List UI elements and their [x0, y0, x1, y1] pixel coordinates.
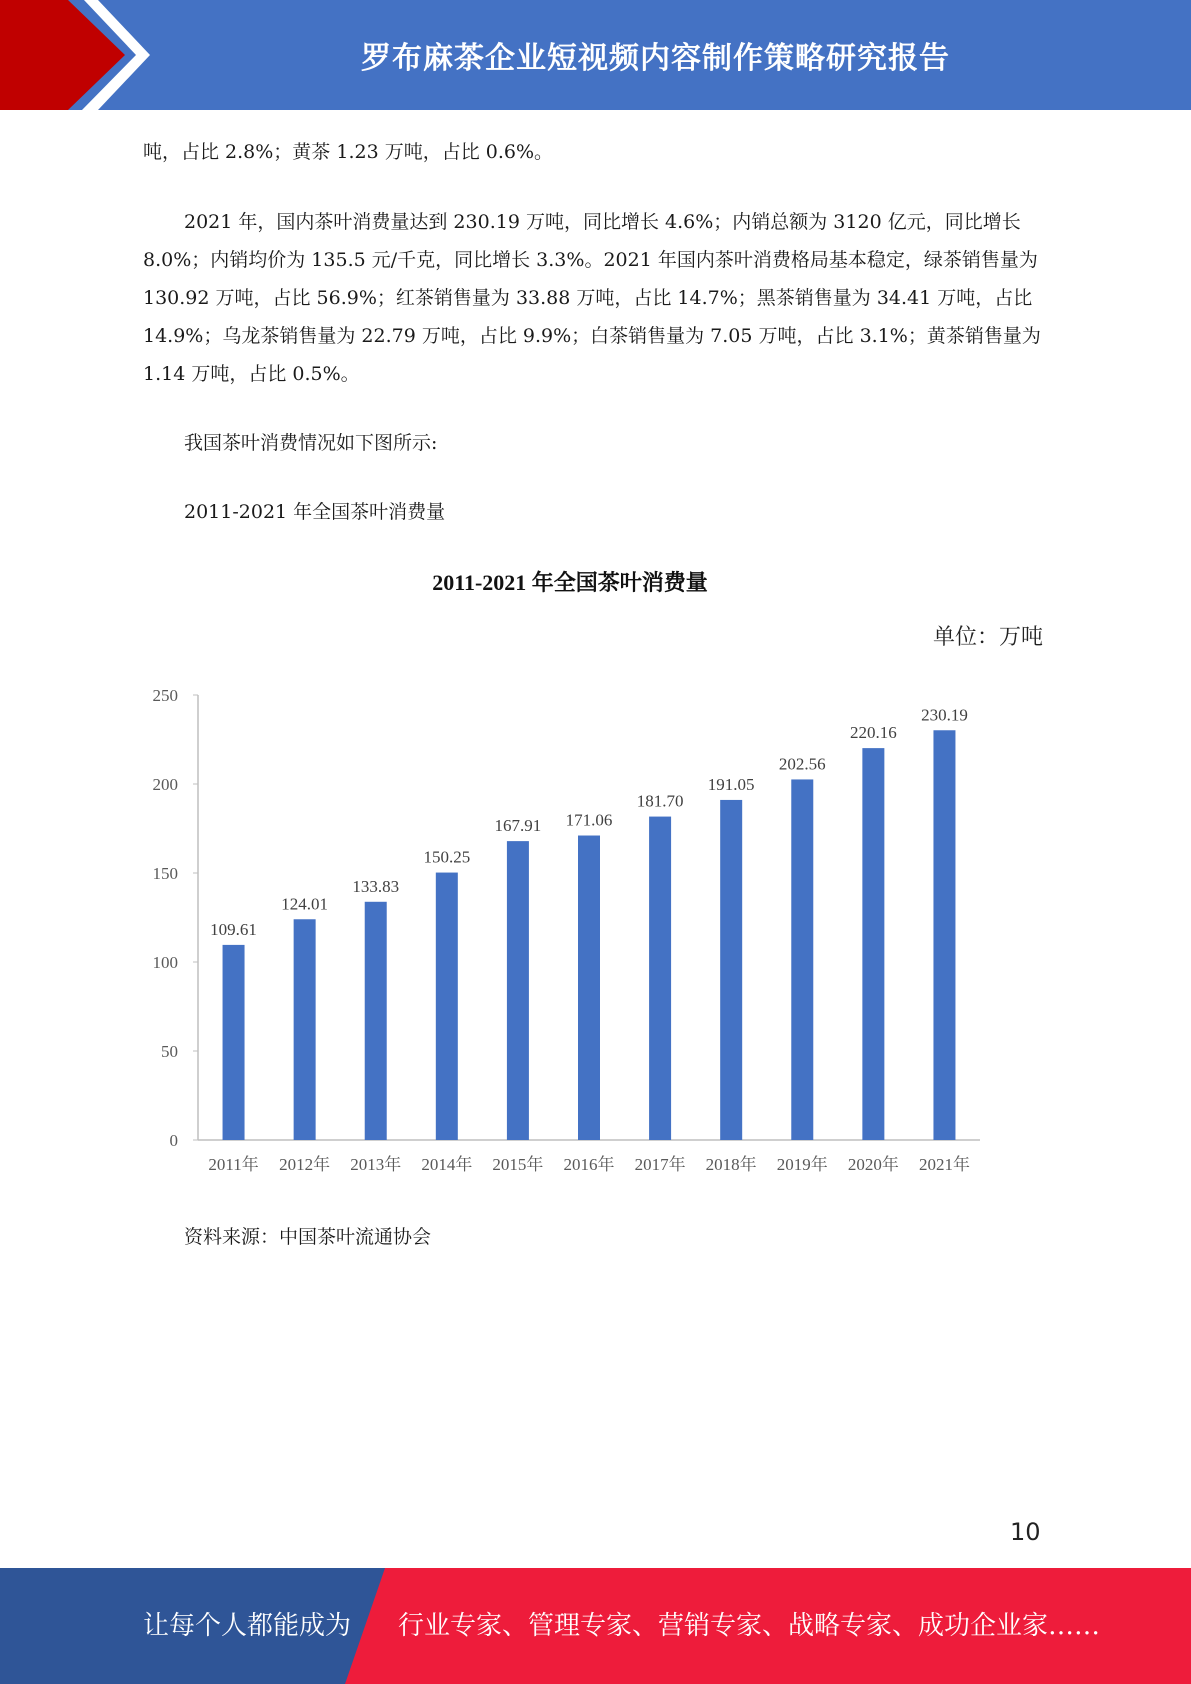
- paragraph-2021-text: 2021 年，国内茶叶消费量达到 230.19 万吨，同比增长 4.6%；内销总额为 3120 亿元，同比增长 8.0%；内销均价为 135.5 元/千克，同比增长 3.3%。2021 年国内茶叶消费格局基本稳定，绿茶销售量为 130.92 万吨，占比 56.9%；红茶销售量为 33.88 万吨，占比 14.7%；黑茶销售量为 34.41 万吨，占比 14.9%；乌龙茶销售量为 22.79 万吨，占比 9.9%；白茶销售量为 7.05 万吨，占比 3.1%；黄茶销售量为 1.14 万吨，占比 0.5%。: [143, 211, 1041, 385]
- x-tick-label: 2017年: [634, 1155, 686, 1174]
- chart-intro-text: 我国茶叶消费情况如下图所示:: [184, 432, 438, 454]
- data-label: 191.05: [707, 774, 755, 794]
- paragraph-continued: [143, 133, 1043, 171]
- data-label: 167.91: [494, 816, 542, 836]
- data-label: 220.16: [849, 723, 897, 743]
- data-label: 181.70: [636, 791, 684, 811]
- x-tick-label: 2014年: [421, 1155, 473, 1174]
- bar: [436, 873, 458, 1140]
- x-tick-label: 2015年: [492, 1155, 544, 1174]
- bar: [933, 730, 955, 1140]
- y-tick-label: 250: [152, 686, 178, 705]
- data-label: 230.19: [921, 705, 968, 725]
- bar: [294, 919, 316, 1140]
- x-tick-label: 2012年: [279, 1155, 331, 1174]
- bar: [507, 841, 529, 1140]
- paragraph-2021-consumption: [143, 203, 1043, 393]
- x-tick-label: 2016年: [563, 1155, 615, 1174]
- bar: [791, 779, 813, 1140]
- x-tick-label: 2021年: [918, 1155, 970, 1174]
- data-label: 202.56: [778, 754, 826, 774]
- bar: [720, 800, 742, 1140]
- data-label: 171.06: [565, 810, 613, 830]
- footer-slogan-right: 行业专家、管理专家、营销专家、战略专家、成功企业家……: [398, 1611, 1101, 1641]
- data-source: 资料来源：中国茶叶流通协会: [184, 1226, 432, 1248]
- x-tick-label: 2013年: [350, 1155, 402, 1174]
- x-tick-label: 2018年: [705, 1155, 757, 1174]
- chart-caption: [143, 493, 1043, 531]
- tea-consumption-bar-chart: [130, 680, 990, 1180]
- y-tick-label: 50: [161, 1042, 178, 1061]
- page-header: [0, 0, 1191, 110]
- report-title: 罗布麻茶企业短视频内容制作策略研究报告: [361, 41, 950, 76]
- chart-caption-text: 2011-2021 年全国茶叶消费量: [184, 501, 446, 523]
- x-tick-label: 2020年: [847, 1155, 899, 1174]
- data-label: 133.83: [352, 876, 400, 896]
- y-tick-label: 0: [169, 1131, 178, 1150]
- y-tick-label: 100: [152, 953, 178, 972]
- footer-slogan-left: 让每个人都能成为: [143, 1611, 352, 1641]
- bar: [223, 945, 245, 1140]
- chart-intro: [143, 424, 1043, 462]
- bar: [578, 836, 600, 1140]
- bar: [649, 817, 671, 1140]
- chart-title: 2011-2021 年全国茶叶消费量: [432, 570, 708, 595]
- bar: [862, 748, 884, 1140]
- data-label: 150.25: [423, 847, 471, 867]
- page-number: 10: [1010, 1518, 1041, 1546]
- x-tick-label: 2011年: [208, 1155, 259, 1174]
- chart-unit-label: 单位：万吨: [932, 625, 1043, 650]
- data-label: 109.61: [210, 919, 257, 939]
- bar: [365, 902, 387, 1140]
- paragraph-continued-text: 吨，占比 2.8%；黄茶 1.23 万吨，占比 0.6%。: [143, 141, 554, 163]
- data-label: 124.01: [281, 894, 329, 914]
- page-footer: [0, 1568, 1191, 1684]
- y-tick-label: 200: [152, 775, 178, 794]
- y-tick-label: 150: [152, 864, 178, 883]
- x-tick-label: 2019年: [776, 1155, 828, 1174]
